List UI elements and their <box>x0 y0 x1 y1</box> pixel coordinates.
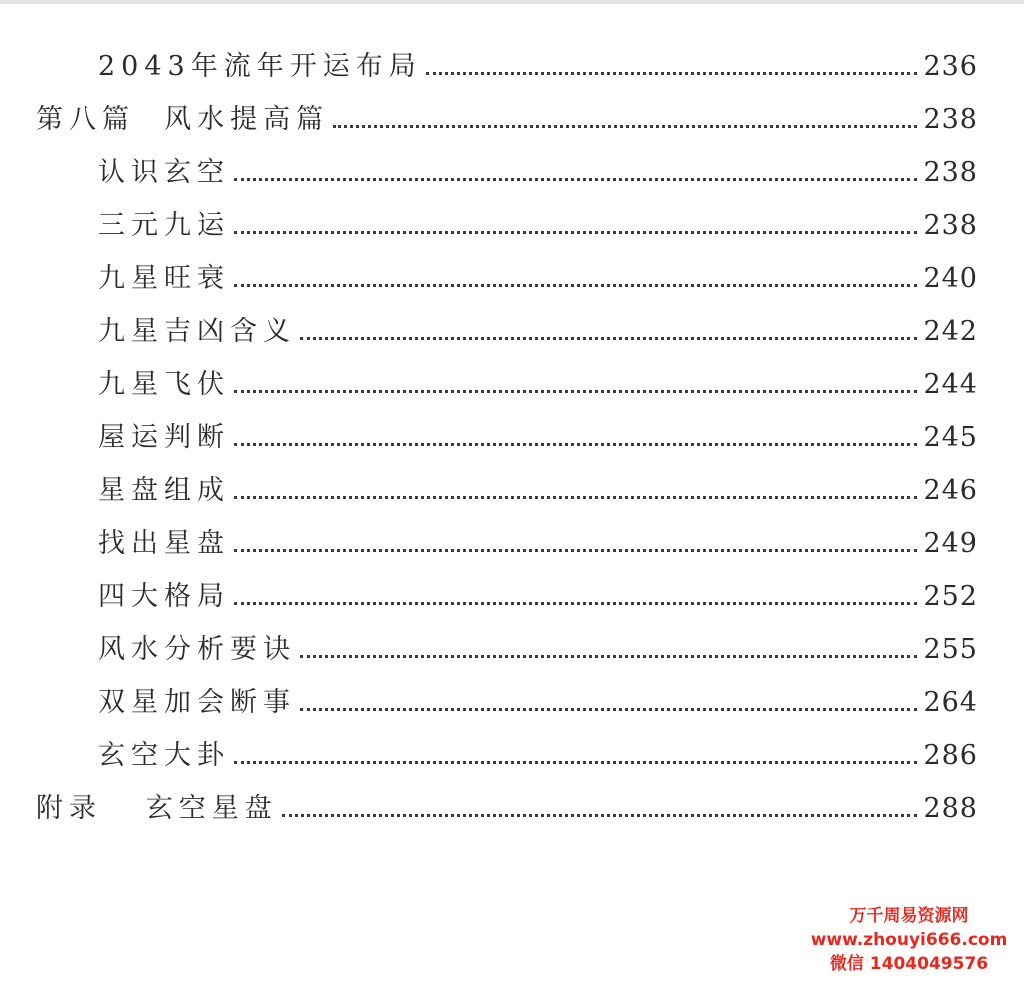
toc-entry[interactable] <box>98 517 978 570</box>
toc-entry-title: 九星旺衰 <box>98 263 230 294</box>
toc-dot-leader <box>300 655 917 658</box>
toc-entry-title: 第八篇 风水提高篇 <box>36 104 330 135</box>
toc-entry[interactable] <box>98 199 978 252</box>
watermark-wechat: 微信 1404049576 <box>829 954 989 974</box>
toc-entry[interactable] <box>98 358 978 411</box>
toc-dot-leader <box>234 443 917 446</box>
toc-entry-page: 286 <box>923 740 978 771</box>
toc-entry-page: 255 <box>923 634 978 665</box>
toc-dot-leader <box>234 602 917 605</box>
toc-entry-title: 屋运判断 <box>98 422 230 453</box>
toc-dot-leader <box>234 231 917 234</box>
toc-entry-title: 2043年流年开运布局 <box>98 51 422 82</box>
toc-entry-page: 236 <box>923 51 978 82</box>
toc-entry-page: 264 <box>923 687 978 718</box>
toc-entry-page: 249 <box>923 528 978 559</box>
toc-entry[interactable] <box>98 623 978 676</box>
watermark <box>804 904 1014 976</box>
toc-dot-leader <box>234 496 917 499</box>
toc-entry-page: 238 <box>923 104 978 135</box>
watermark-url: www.zhouyi666.com <box>810 930 1008 950</box>
toc-dot-leader <box>234 549 917 552</box>
toc-dot-leader <box>234 178 917 181</box>
toc-entry[interactable] <box>98 464 978 517</box>
toc-dot-leader <box>282 814 918 817</box>
toc-entry-page: 244 <box>923 369 978 400</box>
toc-entry-title: 找出星盘 <box>98 528 230 559</box>
toc-entry-title: 四大格局 <box>98 581 230 612</box>
toc-dot-leader <box>234 284 917 287</box>
toc-entry-page: 238 <box>923 210 978 241</box>
top-border <box>0 0 1024 4</box>
toc-entry-page: 246 <box>923 475 978 506</box>
watermark-site-name: 万千周易资源网 <box>849 906 969 926</box>
toc-entry-page: 288 <box>923 793 978 824</box>
toc-entry[interactable] <box>36 93 978 146</box>
toc-dot-leader <box>333 125 917 128</box>
toc-entry-title: 玄空大卦 <box>98 740 230 771</box>
toc-entry[interactable] <box>98 146 978 199</box>
toc-dot-leader <box>300 337 917 340</box>
toc-entry[interactable] <box>98 570 978 623</box>
toc-dot-leader <box>234 761 917 764</box>
toc-entry-page: 240 <box>923 263 978 294</box>
toc-entry-title: 星盘组成 <box>98 475 230 506</box>
toc-entry-title: 风水分析要诀 <box>98 634 296 665</box>
toc-dot-leader <box>234 390 917 393</box>
toc-entry[interactable] <box>98 40 978 93</box>
toc-dot-leader <box>300 708 917 711</box>
toc-entry-page: 252 <box>923 581 978 612</box>
toc-entry-title: 双星加会断事 <box>98 687 296 718</box>
toc-entry-page: 242 <box>923 316 978 347</box>
toc-dot-leader <box>426 72 918 75</box>
toc-entry[interactable] <box>98 729 978 782</box>
toc-entry[interactable] <box>98 676 978 729</box>
toc-entry[interactable] <box>98 411 978 464</box>
toc-entry[interactable] <box>36 782 978 835</box>
toc-entry-title: 附录 玄空星盘 <box>36 793 278 824</box>
toc-entry-page: 245 <box>923 422 978 453</box>
toc-entry-title: 九星吉凶含义 <box>98 316 296 347</box>
toc-entry-title: 九星飞伏 <box>98 369 230 400</box>
toc-entry[interactable] <box>98 305 978 358</box>
toc-entry-page: 238 <box>923 157 978 188</box>
toc-entry[interactable] <box>98 252 978 305</box>
toc-entry-title: 三元九运 <box>98 210 230 241</box>
toc-entry-title: 认识玄空 <box>98 157 230 188</box>
